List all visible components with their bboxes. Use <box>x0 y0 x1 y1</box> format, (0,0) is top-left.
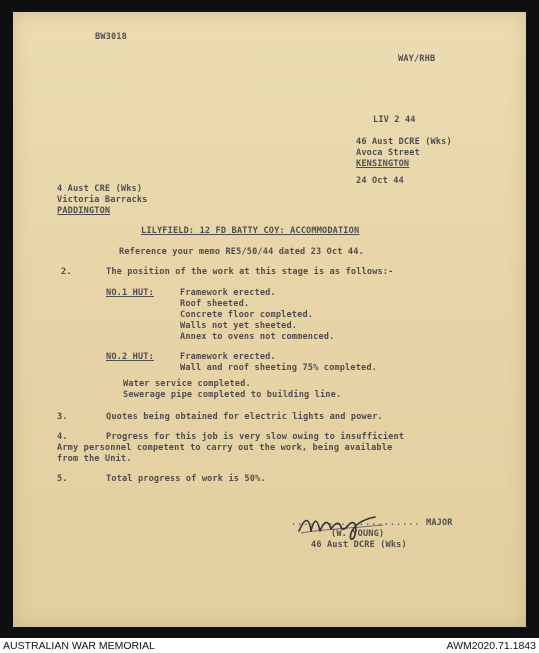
file-reference: BW3018 <box>95 32 127 42</box>
letter-date: 24 Oct 44 <box>356 176 404 186</box>
paragraph-3-text: Quotes being obtained for electric lights and power. <box>106 412 383 422</box>
paragraph-4-line: Progress for this job is very slow owing to insufficient <box>106 432 405 442</box>
addressee-town: PADDINGTON <box>57 206 111 216</box>
hut-1-label: NO.1 HUT: <box>106 288 154 298</box>
addressee-unit: 4 Aust CRE (Wks) <box>57 184 143 194</box>
hut-1-item: Framework erected. <box>180 288 276 298</box>
paragraph-4-line: Army personnel competent to carry out the work, being available <box>57 443 393 453</box>
footer-institution: AUSTRALIAN WAR MEMORIAL <box>3 640 155 652</box>
signatory-rank: MAJOR <box>426 518 453 528</box>
hut-2-label: NO.2 HUT: <box>106 352 154 362</box>
paragraph-4-number: 4. <box>57 432 68 442</box>
document-page <box>13 12 526 627</box>
subject-line: LILYFIELD: 12 FD BATTY COY: ACCOMMODATION <box>141 226 360 236</box>
signatory-name: (W. YOUNG) <box>331 529 385 539</box>
hut-1-item: Walls not yet sheeted. <box>180 321 298 331</box>
hut-1-item: Roof sheeted. <box>180 299 250 309</box>
hut-1-item: Concrete floor completed. <box>180 310 314 320</box>
signatory-unit: 46 Aust DCRE (Wks) <box>311 540 407 550</box>
paragraph-3-number: 3. <box>57 412 68 422</box>
paragraph-1-text: Reference your memo RE5/50/44 dated 23 Oct 44. <box>119 247 364 257</box>
hut-1-item: Annex to ovens not commenced. <box>180 332 335 342</box>
paragraph-2-text: The position of the work at this stage is as follows:- <box>106 267 394 277</box>
paragraph-5-text: Total progress of work is 50%. <box>106 474 266 484</box>
paragraph-4-line: from the Unit. <box>57 454 132 464</box>
addressee-place: Victoria Barracks <box>57 195 148 205</box>
serial-number: LIV 2 44 <box>373 115 416 125</box>
footer-accession-number: AWM2020.71.1843 <box>446 640 536 652</box>
signature-line: ..................... <box>291 518 421 528</box>
archive-footer <box>0 638 539 653</box>
paragraph-5-number: 5. <box>57 474 68 484</box>
sender-town: KENSINGTON <box>356 159 410 169</box>
paragraph-2-number: 2. <box>61 267 72 277</box>
service-item: Sewerage pipe completed to building line. <box>123 390 342 400</box>
initials-reference: WAY/RHB <box>398 54 436 64</box>
sender-street: Avoca Street <box>356 148 420 158</box>
service-item: Water service completed. <box>123 379 251 389</box>
hut-2-item: Framework erected. <box>180 352 276 362</box>
hut-2-item: Wall and roof sheeting 75% completed. <box>180 363 377 373</box>
sender-unit: 46 Aust DCRE (Wks) <box>356 137 452 147</box>
